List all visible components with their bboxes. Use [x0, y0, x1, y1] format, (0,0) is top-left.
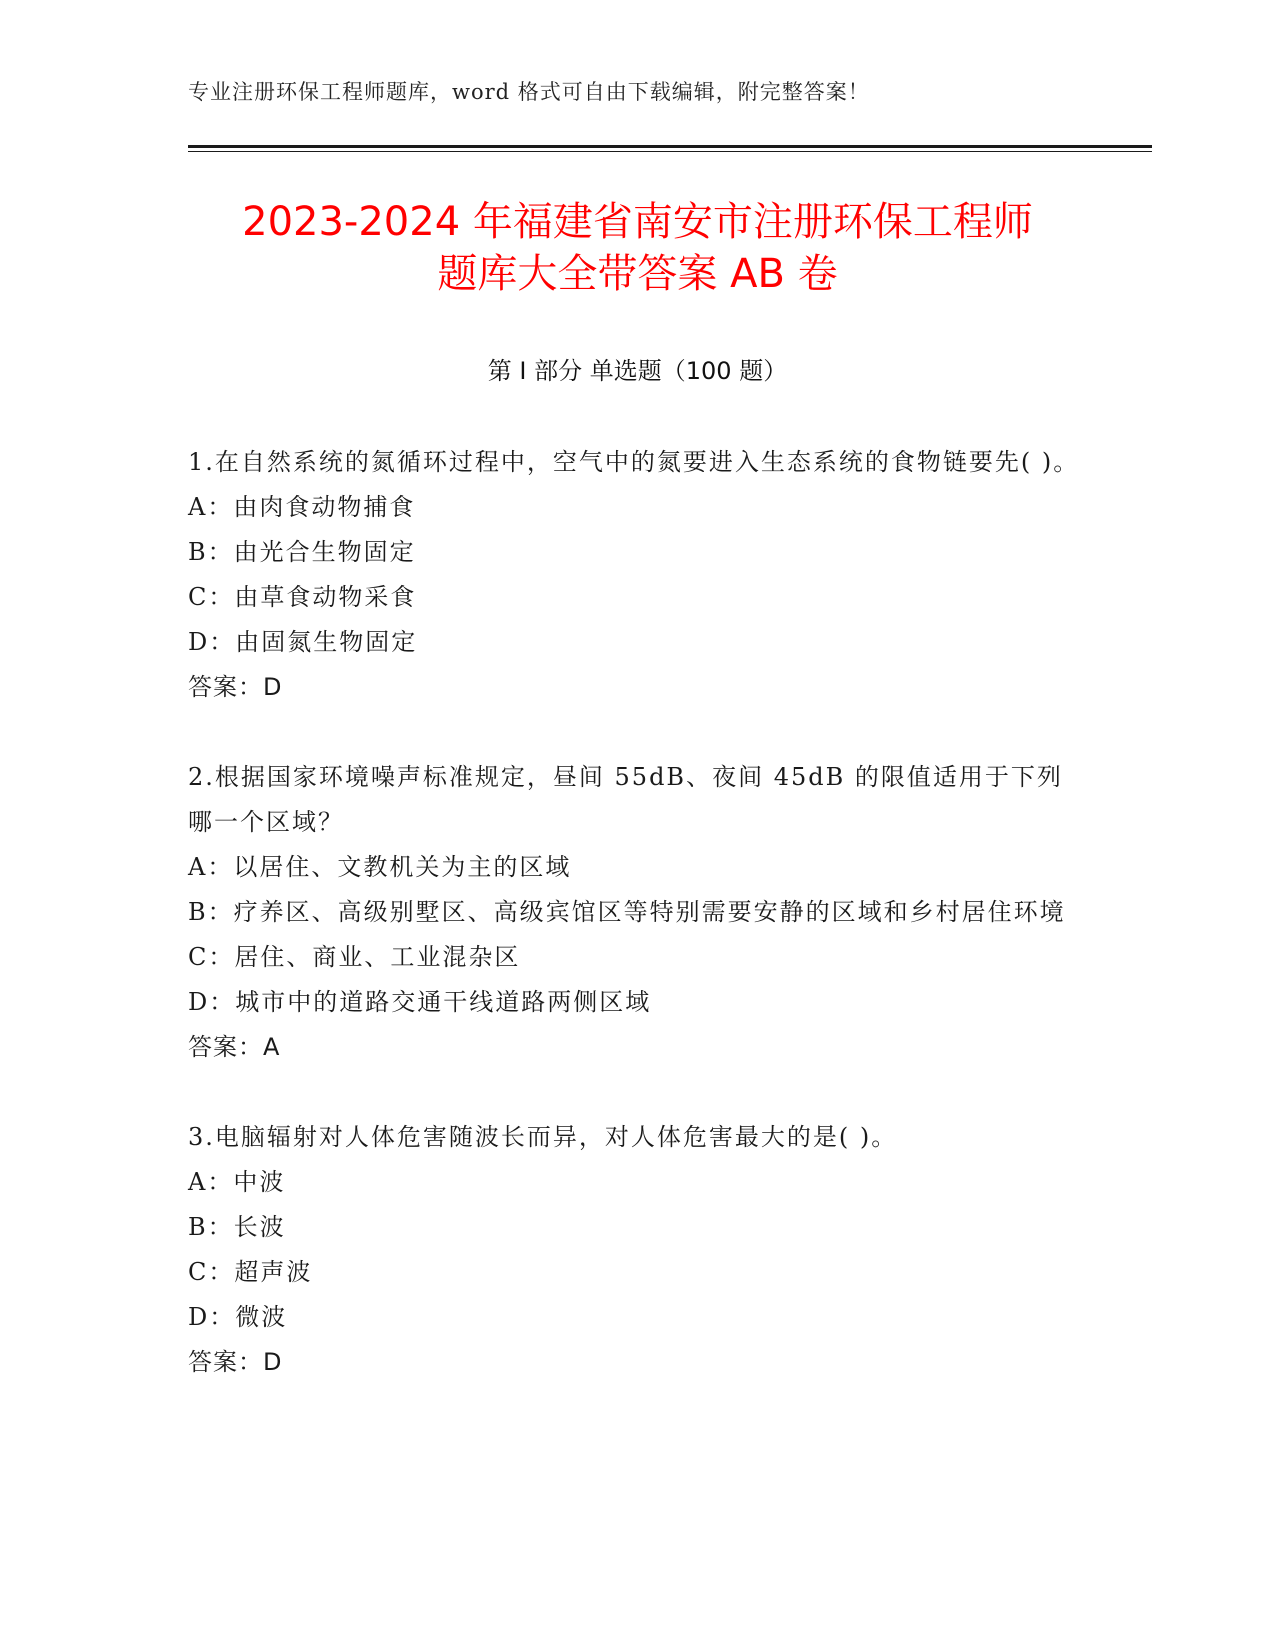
question-stem: 1.在自然系统的氮循环过程中，空气中的氮要进入生态系统的食物链要先( )。	[188, 448, 1080, 476]
option-a: A：以居住、文教机关为主的区域	[188, 853, 572, 881]
option-b: B：长波	[188, 1213, 286, 1241]
option-d: D：由固氮生物固定	[188, 628, 418, 656]
document-title-line-1: 2023-2024 年福建省南安市注册环保工程师	[242, 199, 1033, 245]
question-stem: 3.电脑辐射对人体危害随波长而异，对人体危害最大的是( )。	[188, 1123, 898, 1151]
header-note: 专业注册环保工程师题库，word 格式可自由下载编辑，附完整答案！	[188, 80, 870, 104]
option-d: D：微波	[188, 1303, 288, 1331]
answer: 答案：D	[188, 673, 283, 701]
question-stem: 2.根据国家环境噪声标准规定，昼间 55dB、夜间 45dB 的限值适用于下列哪一个区域？	[188, 763, 1063, 836]
document-title	[150, 196, 1125, 300]
question-2	[188, 755, 1088, 1070]
section-title: 第 I 部分 单选题（100 题）	[487, 357, 788, 385]
option-c: C：超声波	[188, 1258, 313, 1286]
header-rule-thin	[188, 151, 1152, 152]
answer: 答案：A	[188, 1033, 281, 1061]
option-a: A：中波	[188, 1168, 286, 1196]
answer: 答案：D	[188, 1348, 283, 1376]
question-3	[188, 1115, 1088, 1385]
question-list	[188, 440, 1088, 1430]
header-rule-thick	[188, 145, 1152, 148]
option-a: A：由肉食动物捕食	[188, 493, 416, 521]
document-title-line-2: 题库大全带答案 AB 卷	[437, 251, 838, 297]
option-c: C：居住、商业、工业混杂区	[188, 943, 521, 971]
option-d: D：城市中的道路交通干线道路两侧区域	[188, 988, 652, 1016]
option-b: B：由光合生物固定	[188, 538, 416, 566]
option-c: C：由草食动物采食	[188, 583, 417, 611]
question-1	[188, 440, 1088, 710]
option-b: B：疗养区、高级别墅区、高级宾馆区等特别需要安静的区域和乡村居住环境	[188, 898, 1066, 926]
